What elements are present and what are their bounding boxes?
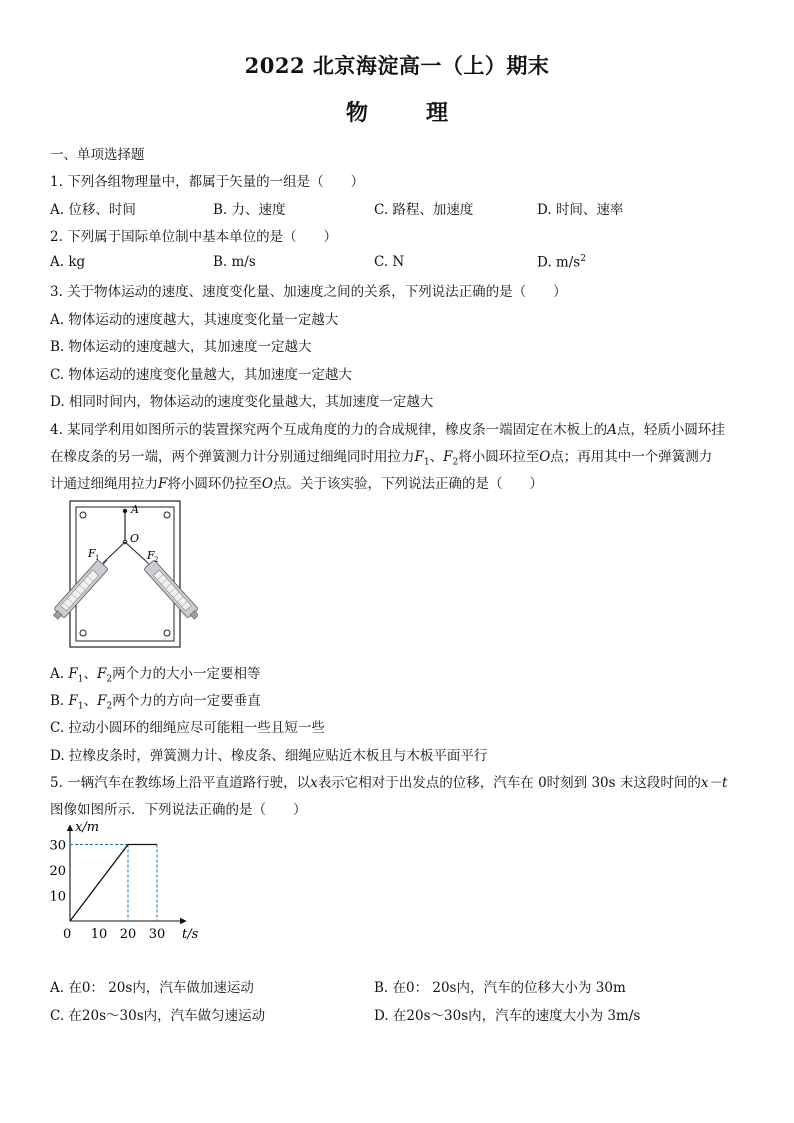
label-f1-sub: 1 <box>95 554 100 562</box>
q1-option-d: D. 时间、速率 <box>537 202 624 218</box>
q5-option-d: D. 在20s～30s内，汽车的速度大小为 3m/s <box>374 1008 641 1024</box>
q4-var-f2: F <box>97 693 107 709</box>
label-o: O <box>130 532 140 545</box>
q4-text: 在橡皮条的另一端，两个弹簧测力计分别通过细绳同时用拉力 <box>50 449 415 465</box>
series-line <box>70 845 157 922</box>
q2-option-d-text: D. m/s <box>537 254 581 271</box>
subject-char-2: 理 <box>426 100 449 126</box>
q1-stem: 1. 下列各组物理量中，都属于矢量的一组是（ ） <box>50 174 365 190</box>
q1-option-b: B. 力、速度 <box>213 202 286 218</box>
q4-var-f1: F <box>68 666 78 682</box>
q4-var-f2: F <box>96 666 107 682</box>
x-tick-label: 10 <box>90 927 108 942</box>
q4-sub: 1 <box>423 457 430 468</box>
q4-text: 两个力的方向一定要垂直 <box>112 693 261 709</box>
q2-option-b: B. m/s <box>213 254 256 270</box>
q4-sub: 2 <box>106 674 113 685</box>
q4-sub: 2 <box>452 457 459 468</box>
q5-option-b: B. 在0： 20s内，汽车的位移大小为 30m <box>374 980 626 996</box>
q4-text: 将小圆环拉至 <box>458 449 540 465</box>
y-axis-label: x/m <box>75 820 100 836</box>
q5-option-c: C. 在20s～30s内，汽车做匀速运动 <box>50 1008 266 1024</box>
q4-text: 两个力的大小一定要相等 <box>112 666 261 682</box>
label-f2: F <box>147 549 155 562</box>
x-tick-label: 30 <box>148 927 166 942</box>
q4-var-f1: F <box>68 693 78 709</box>
y-tick-label: 20 <box>49 864 66 879</box>
q4-text: 、 <box>83 666 97 682</box>
q2-option-c: C. N <box>374 254 405 270</box>
q5-option-a: A. 在0： 20s内，汽车做加速运动 <box>50 980 254 996</box>
label-a: A <box>131 503 139 516</box>
q4-text: 4. 某同学利用如图所示的装置探究两个互成角度的力的合成规律，橡皮条一端固定在木板上的 <box>50 422 608 438</box>
q4-text: 、 <box>429 449 444 465</box>
q4-var-o: O <box>261 476 273 492</box>
label-f1: F <box>88 547 96 560</box>
q4-option-b <box>50 689 261 712</box>
subject-char-1: 物 <box>345 100 368 126</box>
q3-option-b: B. 物体运动的速度越大，其加速度一定越大 <box>50 339 312 355</box>
q4-option-d: D. 拉橡皮条时，弹簧测力计、橡皮条、细绳应贴近木板且与木板平面平行 <box>50 748 488 764</box>
x-tick-label: 20 <box>119 927 137 942</box>
q4-var-f1: F <box>414 449 424 465</box>
subject-heading <box>0 96 794 127</box>
q4-stem-line-2 <box>50 445 712 468</box>
q1-option-c: C. 路程、加速度 <box>374 202 474 218</box>
q4-text: A. <box>50 666 69 682</box>
q5-var-x: x <box>310 775 318 791</box>
q4-sub: 1 <box>77 674 84 685</box>
q5-stem-line-2: 图像如图所示．下列说法正确的是（ ） <box>50 802 307 818</box>
q4-var-o: O <box>539 449 551 465</box>
q4-text: 点。关于该实验，下列说法正确的是（ ） <box>272 476 543 492</box>
label-f2-sub: 2 <box>154 556 159 564</box>
q3-option-c: C. 物体运动的速度变化量越大，其加速度一定越大 <box>50 367 352 383</box>
q4-option-c: C. 拉动小圆环的细绳应尽可能粗一些且短一些 <box>50 720 325 736</box>
q4-text: 点；再用其中一个弹簧测力 <box>550 449 713 465</box>
q4-text: 计通过细绳用拉力 <box>50 476 158 492</box>
q4-option-a <box>50 662 261 685</box>
xt-graph <box>45 818 215 948</box>
q2-option-a: A. kg <box>50 254 86 270</box>
q4-text: 点，轻质小圆环挂 <box>616 422 725 438</box>
force-board-figure <box>48 497 198 652</box>
q5-text: 5. 一辆汽车在教练场上沿平直道路行驶，以 <box>50 775 311 791</box>
q4-stem-line-3 <box>50 472 543 492</box>
page-title: 2022 北京海淀高一（上）期末 <box>244 53 550 78</box>
q3-stem: 3. 关于物体运动的速度、速度变化量、加速度之间的关系，下列说法正确的是（ ） <box>50 284 567 300</box>
q4-var-f2: F <box>443 449 453 465</box>
q5-stem-line-1 <box>50 771 727 791</box>
q3-option-d: D. 相同时间内，物体运动的速度变化量越大，其加速度一定越大 <box>50 394 434 410</box>
y-tick-label: 30 <box>49 838 66 854</box>
q4-var-f: F <box>158 476 168 492</box>
q4-text: B. <box>50 693 69 709</box>
q4-stem-line-1 <box>50 418 725 438</box>
q4-sub: 1 <box>77 701 84 712</box>
q3-option-a: A. 物体运动的速度越大，其速度变化量一定越大 <box>50 312 339 328</box>
x-axis-label: t/s <box>182 927 199 942</box>
q1-option-a: A. 位移、时间 <box>50 202 136 218</box>
q4-text: 将小圆环仍拉至 <box>167 476 262 492</box>
q2-option-d-sup: 2 <box>580 254 586 264</box>
q4-text: 、 <box>83 693 98 709</box>
q2-option-d <box>537 254 586 271</box>
q4-sub: 2 <box>106 701 113 712</box>
section-heading: 一、单项选择题 <box>50 147 145 163</box>
q4-var-a: A <box>607 422 617 438</box>
y-tick-label: 10 <box>49 889 66 905</box>
origin-label: 0 <box>63 927 72 942</box>
q5-var-xt: x－t <box>700 775 728 791</box>
q5-text: 表示它相对于出发点的位移，汽车在 0时刻到 30s 末这段时间的 <box>317 775 701 791</box>
q2-stem: 2. 下列属于国际单位制中基本单位的是（ ） <box>50 229 338 245</box>
